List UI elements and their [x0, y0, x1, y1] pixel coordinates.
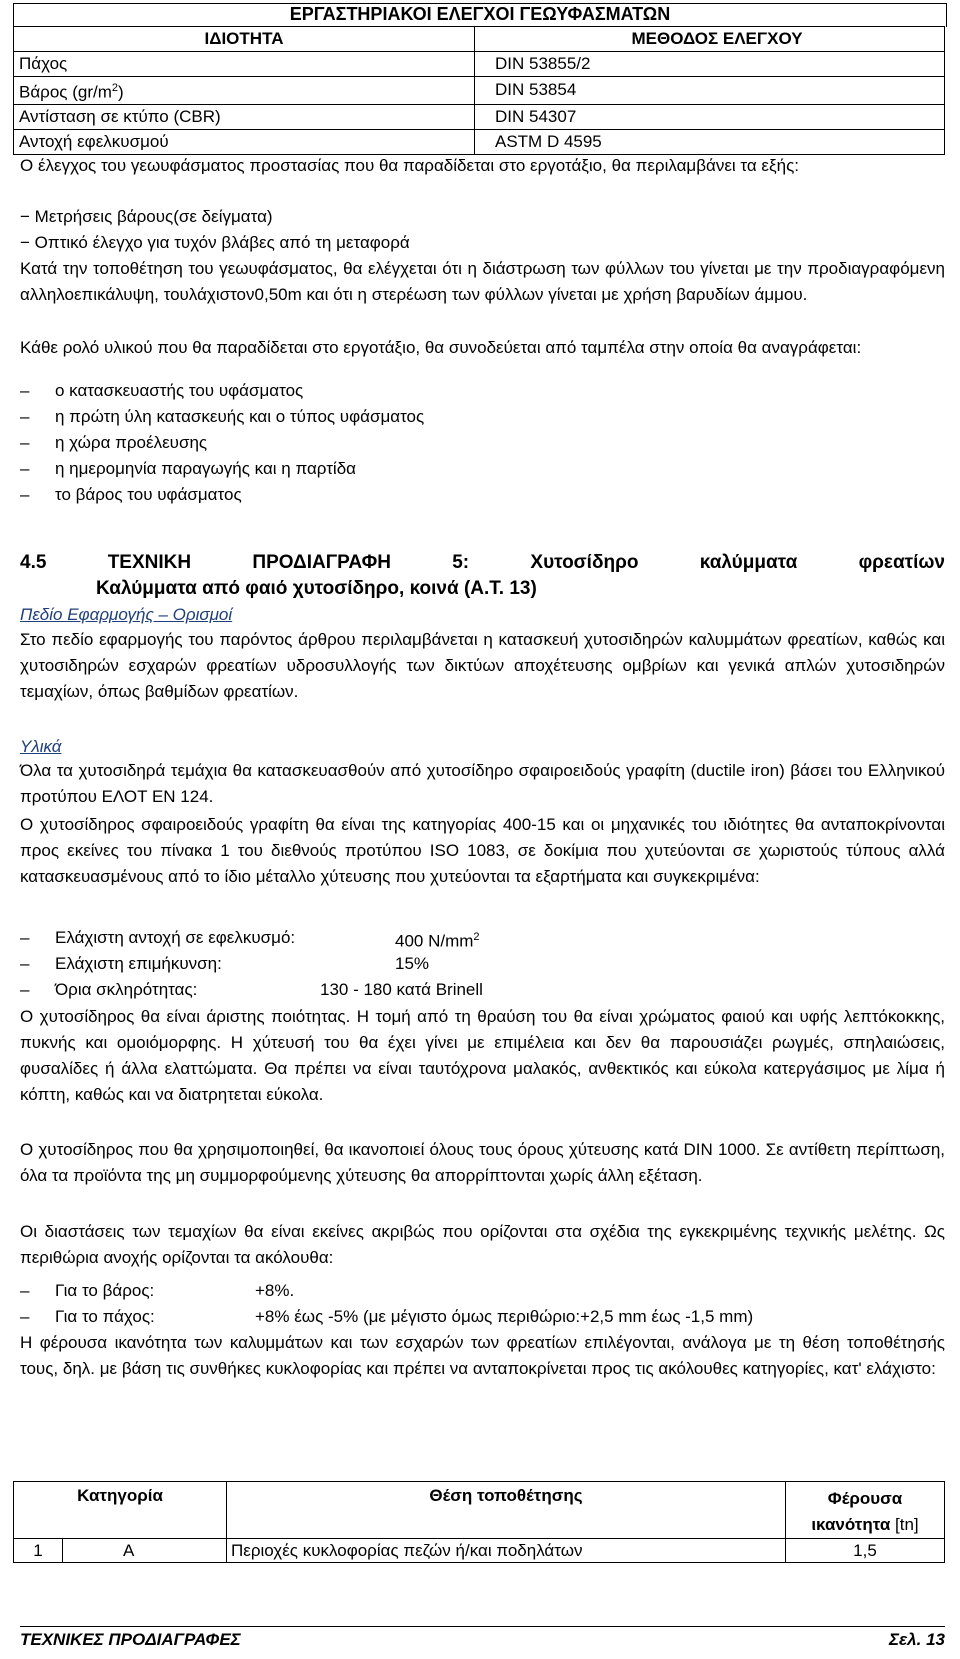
page-footer: [20, 1626, 945, 1650]
row-capacity: 1,5: [785, 1539, 944, 1563]
paragraph: Ο χυτοσίδηρος θα είναι άριστης ποιότητας. Η τομή από τη θραύση του θα είναι χρώματος φαιού και υφής λεπτόκοκκης, πυκνής και ομοιόμορφης. Η χύτευσή του θα έχει γίνει με επιμέλεια και δεν θα παρουσιάζει ρωγμές, σπηλαιώσεις, φυσαλίδες ή άλλα ελαττώματα. Θα πρέπει να είναι ταυτόχρονα μαλακός, ανθεκτικός και εύκολα κατεργάσιμος με λίμα ή κόπτη, καθώς και να διατρητεται εύκολα.: [20, 1007, 945, 1104]
property-cell: Πάχος: [14, 52, 475, 77]
row-position: Περιοχές κυκλοφορίας πεζών ή/και ποδηλάτων: [226, 1539, 785, 1563]
tolerance-label: Για το πάχος:: [55, 1307, 155, 1326]
list-item: – η χώρα προέλευσης: [20, 433, 208, 452]
superscript: 2: [473, 931, 480, 943]
list-item: – ο κατασκευαστής του υφάσματος: [20, 381, 304, 400]
property-line: – Ελάχιστη επιμήκυνση: 15%: [20, 954, 430, 973]
property-text: Βάρος (gr/m: [19, 82, 112, 102]
col-header-capacity: [785, 1482, 944, 1539]
method-cell: ASTM D 4595: [475, 129, 945, 154]
tolerance-line: – Για το βάρος: +8%.: [20, 1281, 295, 1300]
capacity-header-line2: ικανότητα: [811, 1515, 891, 1534]
tests-table-title: ΕΡΓΑΣΤΗΡΙΑΚΟΙ ΕΛΕΓΧΟΙ ΓΕΩΥΦΑΣΜΑΤΩΝ: [289, 4, 671, 24]
list-item: – η ημερομηνία παραγωγής και η παρτίδα: [20, 459, 356, 478]
page-number: Σελ. 13: [889, 1630, 945, 1649]
property-value: 130 - 180 κατά Brinell: [320, 980, 483, 999]
property-label: Ελάχιστη αντοχή σε εφελκυσμό:: [55, 928, 296, 947]
tolerance-label: Για το βάρος:: [55, 1281, 155, 1300]
paragraph: Ο έλεγχος του γεωυφάσματος προστασίας που θα παραδίδεται στο εργοτάξιο, θα περιλαμβάνει τα εξής:: [20, 156, 799, 175]
list-item-text: ο κατασκευαστής του υφάσματος: [55, 381, 304, 400]
table-row: [14, 27, 945, 52]
list-item-text: η πρώτη ύλη κατασκευής και ο τύπος υφάσματος: [55, 407, 425, 426]
table-row: [14, 77, 945, 105]
tolerance-value: +8%.: [255, 1281, 295, 1300]
paragraph: Οι διαστάσεις των τεμαχίων θα είναι εκείνες ακριβώς που ορίζονται στα σχέδια της εγκεκριμένης τεχνικής μελέτης. Ως περιθώρια ανοχής ορίζονται τα ακόλουθα:: [20, 1222, 945, 1267]
col-header-property: ΙΔΙΟΤΗΤΑ: [14, 27, 475, 52]
paragraph: Κάθε ρολό υλικού που θα παραδίδεται στο εργοτάξιο, θα συνοδεύεται από ταμπέλα στην οποία θα αναγράφεται:: [20, 338, 862, 357]
superscript: 2: [111, 82, 118, 94]
property-value: [395, 927, 480, 952]
col-header-category: Κατηγορία: [14, 1482, 227, 1539]
list-item-text: η ημερομηνία παραγωγής και η παρτίδα: [55, 459, 356, 478]
row-category: A: [63, 1539, 227, 1563]
property-value: 15%: [395, 954, 430, 973]
method-cell: DIN 53855/2: [475, 52, 945, 77]
list-item-text: το βάρος του υφάσματος: [55, 485, 242, 504]
table-row: [14, 1539, 945, 1563]
method-cell: DIN 54307: [475, 104, 945, 129]
tolerance-value: +8% έως -5% (με μέγιστο όμως περιθώριο:+2,5 mm έως -1,5 mm): [255, 1307, 754, 1326]
property-line: – Όρια σκληρότητας: 130 - 180 κατά Brinell: [20, 980, 483, 999]
table-row: [14, 52, 945, 77]
list-item-text: Οπτικό έλεγχο για τυχόν βλάβες από τη μεταφορά: [34, 233, 410, 252]
section-subheading: Καλύμματα από φαιό χυτοσίδηρο, κοινά (Α.Τ. 13): [96, 578, 537, 599]
paragraph: Ο χυτοσίδηρος που θα χρησιμοποιηθεί, θα ικανοποιεί όλους τους όρους χύτευσης κατά DIN 1000. Σε αντίθετη περίπτωση, όλα τα προϊόντα της μη συμμορφούμενης χύτευσης θα απορρίπτονται χωρίς άλλη εξέταση.: [20, 1140, 945, 1185]
capacity-unit: [tn]: [890, 1515, 919, 1534]
property-label: Ελάχιστη επιμήκυνση:: [55, 954, 222, 973]
capacity-header-line1: Φέρουσα: [827, 1489, 903, 1508]
list-item-text: η χώρα προέλευσης: [55, 433, 208, 452]
paragraph: Κατά την τοποθέτηση του γεωυφάσματος, θα ελέγχεται ότι η διάστρωση των φύλλων του γίνεται με την προδιαγραφόμενη αλληλοεπικάλυψη, τουλάχιστον0,50m και ότι η στερέωση των φύλλων γίνεται με χρήση βαρυδίων άμμου.: [20, 259, 945, 304]
row-number: 1: [14, 1539, 63, 1563]
paragraph: Όλα τα χυτοσιδηρά τεμάχια θα κατασκευασθούν από χυτοσίδηρο σφαιροειδούς γραφίτη (ductile iron) βάσει του Ελληνικού προτύπου ΕΛΟΤ ΕΝ 124.: [20, 761, 945, 806]
list-item: − Οπτικό έλεγχο για τυχόν βλάβες από τη μεταφορά: [20, 233, 410, 252]
table-row: [14, 1482, 945, 1539]
paragraph: Στο πεδίο εφαρμογής του παρόντος άρθρου περιλαμβάνεται η κατασκευή χυτοσιδηρών καλυμμάτων φρεατίων, καθώς και χυτοσιδηρών εσχαρών φρεατίων υδροσυλλογής των δικτύων αποχέτευσης ομβρίων και γενικά απλών χυτοσιδηρών τεμαχίων, όπως βαθμίδων φρεατίων.: [20, 630, 945, 701]
list-item: – το βάρος του υφάσματος: [20, 485, 242, 504]
list-item: − Μετρήσεις βάρους(σε δείγματα): [20, 207, 273, 226]
property-cell: Αντοχή εφελκυσμού: [14, 129, 475, 154]
tolerance-line: – Για το πάχος: +8% έως -5% (με μέγιστο όμως περιθώριο:+2,5 mm έως -1,5 mm): [20, 1307, 754, 1326]
paragraph: Ο χυτοσίδηρος σφαιροειδούς γραφίτη θα είναι της κατηγορίας 400-15 και οι μηχανικές του ιδιότητες θα ανταποκρίνονται προς εκείνες του πίνακα 1 του διεθνούς προτύπου ISO 1083, σε δοκίμια που χυτεύονται σε χωριστούς τύπους αλλά κατασκευασμένους από το ίδιο μέταλλο χύτευσης που χυτεύονται τα εξαρτήματα και συγκεκριμένα:: [20, 815, 945, 886]
list-item-text: Μετρήσεις βάρους(σε δείγματα): [34, 207, 273, 226]
property-cell: [14, 77, 475, 105]
materials-label: Υλικά: [20, 737, 62, 756]
col-header-position: Θέση τοποθέτησης: [226, 1482, 785, 1539]
table-row: [14, 129, 945, 154]
category-table: [13, 1481, 945, 1563]
table-row: [14, 104, 945, 129]
col-header-method: ΜΕΘΟΔΟΣ ΕΛΕΓΧΟΥ: [475, 27, 945, 52]
method-cell: DIN 53854: [475, 77, 945, 105]
tests-table: [13, 26, 945, 155]
footer-title: ΤΕΧΝΙΚΕΣ ΠΡΟΔΙΑΓΡΑΦΕΣ: [20, 1630, 241, 1649]
section-heading: 4.5 ΤΕΧΝΙΚΗ ΠΡΟΔΙΑΓΡΑΦΗ 5: Χυτοσίδηρο καλύμματα φρεατίων: [20, 552, 945, 573]
property-text-end: ): [118, 82, 124, 102]
property-cell: Αντίσταση σε κτύπο (CBR): [14, 104, 475, 129]
paragraph: Η φέρουσα ικανότητα των καλυμμάτων και των εσχαρών των φρεατίων επιλέγονται, ανάλογα με τη θέση τοποθέτησής τους, δηλ. με βάση τις συνθήκες κυκλοφορίας και πρέπει να ανταποκρίνεται προς τις ακόλουθες κατηγορίες, κατ' ελάχιστο:: [20, 1333, 945, 1378]
property-label: Όρια σκληρότητας:: [55, 980, 198, 999]
property-line: – Ελάχιστη αντοχή σε εφελκυσμό: 400 $N/mm^2$: [20, 928, 480, 951]
list-item: – η πρώτη ύλη κατασκευής και ο τύπος υφάσματος: [20, 407, 425, 426]
scope-label: Πεδίο Εφαρμογής – Ορισμοί: [20, 605, 233, 624]
property-value-text: 400 N/mm: [395, 931, 474, 951]
